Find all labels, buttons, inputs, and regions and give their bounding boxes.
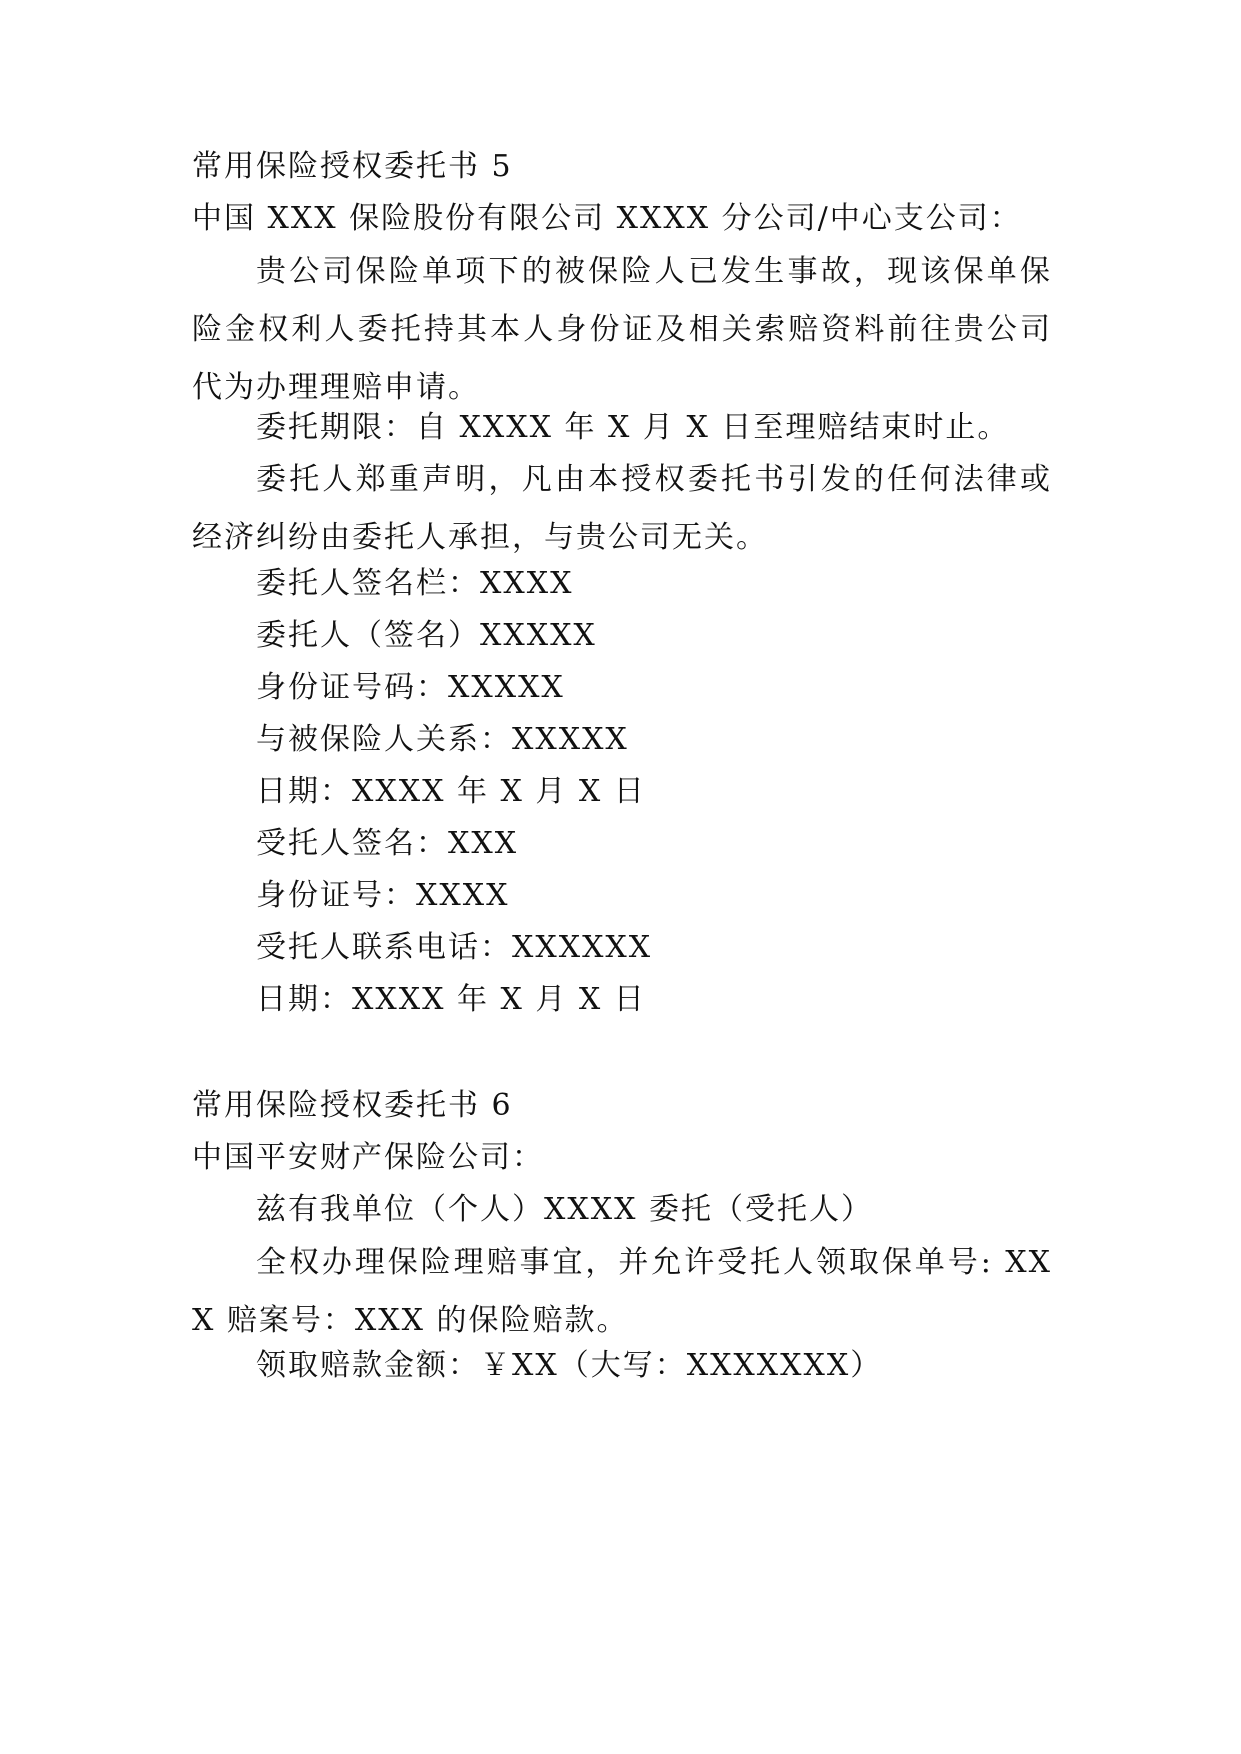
doc5-declaration-paragraph: 委托人郑重声明，凡由本授权委托书引发的任何法律或经济纠纷由委托人承担，与贵公司无关。 xyxy=(192,462,1052,555)
doc5-agent-id-field: 身份证号：XXXX xyxy=(256,878,510,913)
doc5-date-field: 日期：XXXX 年 X 月 X 日 xyxy=(256,774,646,809)
doc5-agent-date-field: 日期：XXXX 年 X 月 X 日 xyxy=(256,982,646,1017)
doc5-agent-signature-field: 受托人签名：XXX xyxy=(256,826,519,861)
doc6-body-paragraph: 全权办理保险理赔事宜，并允许受托人领取保单号: XXX 赔案号：XXX 的保险赔款。 xyxy=(192,1245,1052,1338)
doc5-principal-signature-field: 委托人签名栏：XXXX xyxy=(256,566,574,601)
doc5-id-number-field: 身份证号码：XXXXX xyxy=(256,670,565,705)
doc6-amount-field: 领取赔款金额：￥XX（大写：XXXXXXX） xyxy=(256,1348,883,1383)
doc6-title: 常用保险授权委托书 6 xyxy=(192,1088,513,1123)
doc5-addressee: 中国 XXX 保险股份有限公司 XXXX 分公司/中心支公司： xyxy=(192,201,1022,236)
doc6-authorization-line: 兹有我单位（个人）XXXX 委托（受托人） xyxy=(256,1192,873,1227)
doc5-principal-sign-field: 委托人（签名）XXXXX xyxy=(256,618,597,653)
doc5-agent-phone-field: 受托人联系电话：XXXXXX xyxy=(256,930,653,965)
doc5-title: 常用保险授权委托书 5 xyxy=(192,149,513,184)
doc5-relationship-field: 与被保险人关系：XXXXX xyxy=(256,722,629,757)
doc5-body-paragraph: 贵公司保险单项下的被保险人已发生事故，现该保单保险金权利人委托持其本人身份证及相关索赔资料前往贵公司代为办理理赔申请。 xyxy=(192,254,1052,405)
doc5-term: 委托期限：自 XXXX 年 X 月 X 日至理赔结束时止。 xyxy=(256,410,1010,445)
doc6-addressee: 中国平安财产保险公司： xyxy=(192,1140,544,1175)
